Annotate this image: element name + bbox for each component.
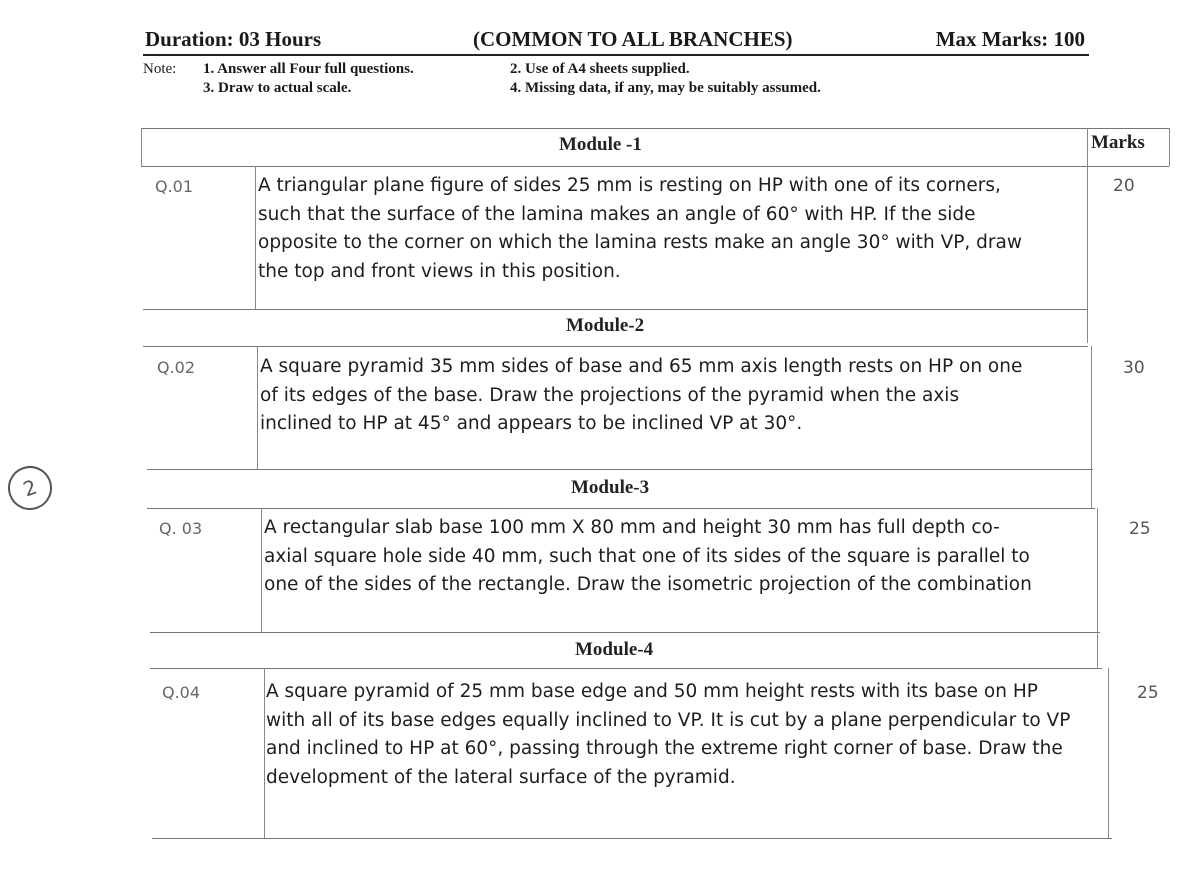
question-number: Q. 03 <box>159 519 203 538</box>
table-rule <box>141 166 1169 167</box>
table-rule <box>255 166 256 309</box>
common-branches-label: (COMMON TO ALL BRANCHES) <box>473 27 793 51</box>
question-line: of its edges of the base. Draw the projections of the pyramid when the axis <box>260 384 960 406</box>
table-rule <box>147 508 1095 509</box>
question-line: one of the sides of the rectangle. Draw the isometric projection of the combination <box>264 574 1032 595</box>
question-text <box>264 514 1095 600</box>
table-rule <box>143 309 1088 310</box>
table-rule <box>1108 668 1109 838</box>
question-line: A square pyramid 35 mm sides of base and 65 mm axis length rests on HP on one <box>260 356 1023 377</box>
circled-number-text: 2 <box>19 474 41 502</box>
table-rule <box>150 668 1102 669</box>
table-rule <box>141 128 1169 129</box>
table-rule <box>1091 346 1092 508</box>
question-line: inclined to HP at 45° and appears to be inclined VP at 30°. <box>260 413 803 434</box>
table-rule <box>257 346 258 469</box>
module-2-title: Module-2 <box>566 315 645 336</box>
question-number: Q.04 <box>162 683 201 702</box>
table-rule <box>141 128 142 166</box>
note-label: Note: <box>143 61 177 77</box>
note-item-3: 3. Draw to actual scale. <box>203 80 352 96</box>
question-marks: 20 <box>1113 176 1135 196</box>
marks-column-header: Marks <box>1091 132 1145 153</box>
question-text <box>258 172 1084 286</box>
question-text <box>266 678 1106 792</box>
module-3-title: Module-3 <box>571 477 650 498</box>
question-line: and inclined to HP at 60°, passing through the extreme right corner of base. Draw the <box>266 738 1063 759</box>
question-line: opposite to the corner on which the lamina rests make an angle 30° with VP, draw <box>258 232 1023 253</box>
question-line: the top and front views in this position. <box>258 260 621 282</box>
note-item-1: 1. Answer all Four full questions. <box>203 61 414 77</box>
table-rule <box>261 508 262 632</box>
table-rule <box>264 668 265 838</box>
question-text <box>260 353 1089 439</box>
table-rule <box>1097 508 1098 668</box>
question-marks: 25 <box>1129 519 1151 539</box>
table-rule <box>147 469 1093 470</box>
table-rule <box>1087 128 1088 343</box>
question-number: Q.02 <box>157 358 196 377</box>
table-rule <box>150 632 1100 633</box>
table-rule <box>1169 128 1170 166</box>
duration-label: Duration: 03 Hours <box>145 27 322 51</box>
question-line: A rectangular slab base 100 mm X 80 mm and height 30 mm has full depth co- <box>264 517 1000 538</box>
table-rule <box>152 838 1112 839</box>
question-number: Q.01 <box>155 177 194 196</box>
module-4-title: Module-4 <box>575 639 654 660</box>
question-line: with all of its base edges equally inclined to VP. It is cut by a plane perpendicular to VP <box>266 709 1071 731</box>
table-rule <box>143 346 1088 347</box>
question-line: A square pyramid of 25 mm base edge and 50 mm height rests with its base on HP <box>266 681 1038 702</box>
note-item-4: 4. Missing data, if any, may be suitably assumed. <box>510 80 821 96</box>
question-marks: 30 <box>1123 358 1145 378</box>
max-marks-label: Max Marks: 100 <box>935 27 1085 51</box>
question-marks: 25 <box>1137 683 1159 703</box>
question-line: A triangular plane figure of sides 25 mm is resting on HP with one of its corners, <box>258 175 1001 196</box>
note-item-2: 2. Use of A4 sheets supplied. <box>510 61 690 77</box>
question-line: axial square hole side 40 mm, such that one of its sides of the square is parallel to <box>264 545 1030 567</box>
question-line: such that the surface of the lamina makes an angle of 60° with HP. If the side <box>258 203 976 225</box>
module-1-title: Module -1 <box>559 134 642 155</box>
question-line: development of the lateral surface of the pyramid. <box>266 766 736 788</box>
